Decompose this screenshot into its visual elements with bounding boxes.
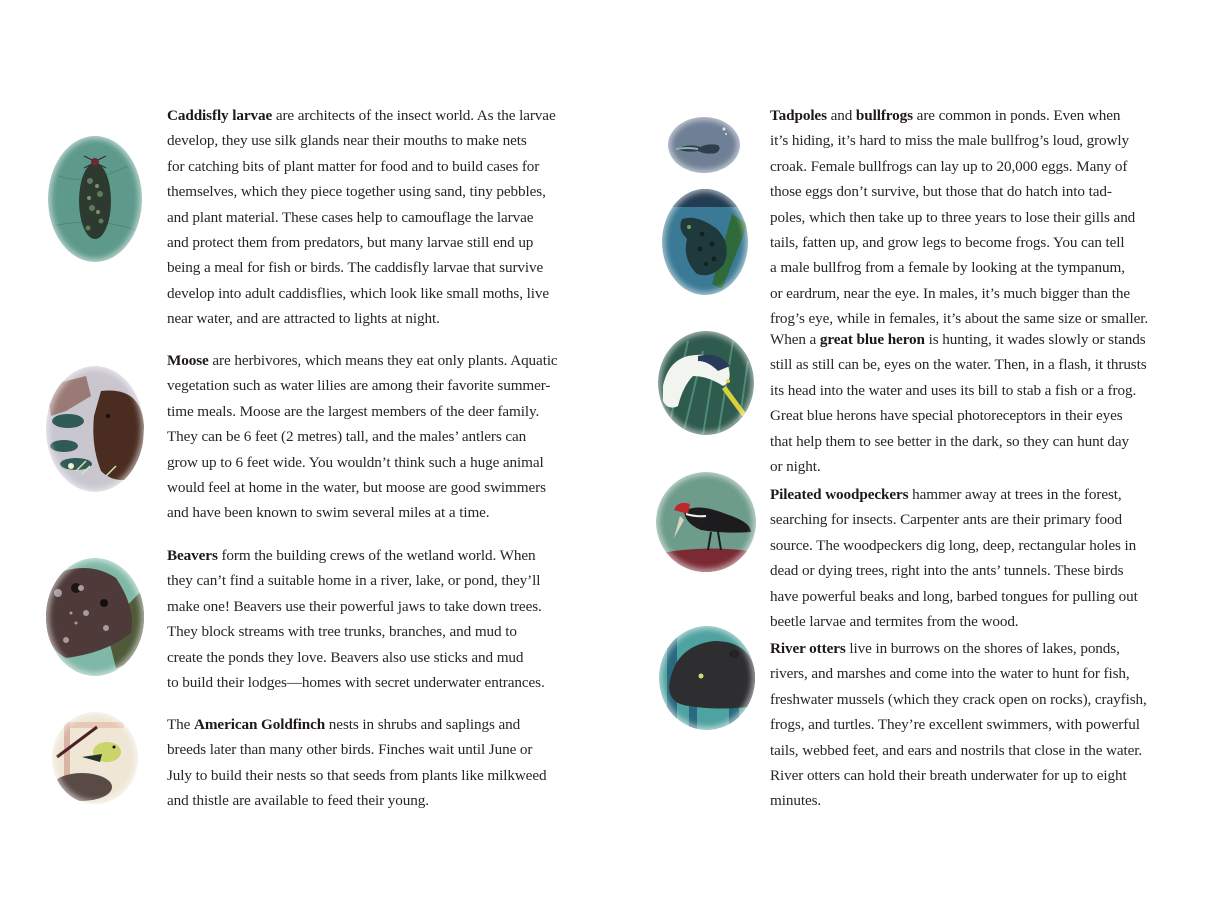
entry-title: River otters bbox=[770, 640, 846, 657]
entry-title: Tadpoles bbox=[770, 107, 827, 124]
entry-title: great blue heron bbox=[819, 331, 925, 348]
pileated-woodpecker-illustration bbox=[656, 472, 756, 572]
entry-otters: River otters live in burrows on the shores of lakes, ponds, rivers, and marshes and come into the water to hunt for fish, freshwater mussels (which they crack open on rocks), crayfish, frogs, and turtles. They’re excellent swimmers, with powerful tails, webbed feet, and ears and nostrils that close in the water. River otters can hold their breath underwater for up to eight minutes. bbox=[770, 640, 1147, 810]
caddisfly-larva-illustration bbox=[48, 136, 142, 262]
goldfinch-illustration bbox=[52, 712, 138, 804]
great-blue-heron-illustration bbox=[658, 331, 754, 435]
entry-tadpoles-bullfrogs: Tadpoles and bullfrogs are common in ponds. Even when it’s hiding, it’s hard to miss the male bullfrog’s loud, growly croak. Female bullfrogs can lay up to 20,000 eggs. Many of those eggs don’t survive, but those that do hatch into tad- poles, which then take up to three years to lose their gills and tails, fatten up, and grow legs to become frogs. You can tell a male bullfrog from a female by looking at the tympanum, or eardrum, near the eye. In males, it’s much bigger than the frog’s eye, while in females, it’s about the same size or smaller. bbox=[770, 107, 1149, 328]
entry-caddisfly: Caddisfly larvae are architects of the insect world. As the larvae develop, they use silk glands near their mouths to make nets for catching bits of plant matter for food and to build cases for themselves, which they piece together using sand, tiny pebbles, and plant material. These cases help to camouflage the larvae and protect them from predators, but many larvae still end up being a meal for fish or birds. The caddisfly larvae that survive develop into adult caddisflies, which look like small moths, live near water, and are attracted to lights at night. bbox=[167, 107, 556, 328]
entry-beavers: Beavers form the building crews of the wetland world. When they can’t find a suitable home in a river, lake, or pond, they’ll make one! Beavers use their powerful jaws to take down trees. They block streams with tree trunks, branches, and mud to create the ponds they love. Beavers also use sticks and mud to build their lodges—homes with secret underwater entrances. bbox=[167, 547, 545, 692]
entry-moose: Moose are herbivores, which means they eat only plants. Aquatic vegetation such as water lilies are among their favorite summer- time meals. Moose are the largest members of the deer family. They can be 6 feet (2 metres) tall, and the males’ antlers can grow up to 6 feet wide. You wouldn’t think such a huge animal would feel at home in the water, but moose are good swimmers and have been known to swim several miles at a time. bbox=[167, 352, 558, 522]
tadpole-illustration bbox=[668, 117, 740, 173]
entry-heron: When a great blue heron is hunting, it wades slowly or stands still as still can be, eyes on the water. Then, in a flash, it thrusts its head into the water and uses its bill to stab a fish or a frog. Great blue herons have special photoreceptors in their eyes that help them to see better in the dark, so they can hunt day or night. bbox=[770, 331, 1147, 476]
entry-title: Caddisfly larvae bbox=[167, 107, 273, 124]
beaver-illustration bbox=[46, 558, 144, 676]
entry-title: American Goldfinch bbox=[194, 716, 326, 733]
right-page bbox=[607, 0, 1214, 914]
entry-title: bullfrogs bbox=[855, 107, 913, 124]
entry-goldfinch: The American Goldfinch nests in shrubs and saplings and breeds later than many other birds. Finches wait until June or July to build their nests so that seeds from plants like milkweed and thistle are available to feed their young. bbox=[167, 716, 547, 810]
moose-illustration bbox=[46, 366, 144, 492]
entry-woodpecker: Pileated woodpeckers hammer away at trees in the forest, searching for insects. Carpenter ants are their primary food source. The woodpeckers dig long, deep, rectangular holes in dead or dying trees, right into the ants’ tunnels. These birds have powerful beaks and long, barbed tongues for pulling out beetle larvae and termites from the wood. bbox=[770, 486, 1138, 631]
bullfrog-illustration bbox=[662, 189, 748, 295]
river-otter-illustration bbox=[659, 626, 755, 730]
entry-title: Moose bbox=[167, 352, 209, 369]
entry-title: Pileated woodpeckers bbox=[770, 486, 909, 503]
entry-title: Beavers bbox=[167, 547, 218, 564]
